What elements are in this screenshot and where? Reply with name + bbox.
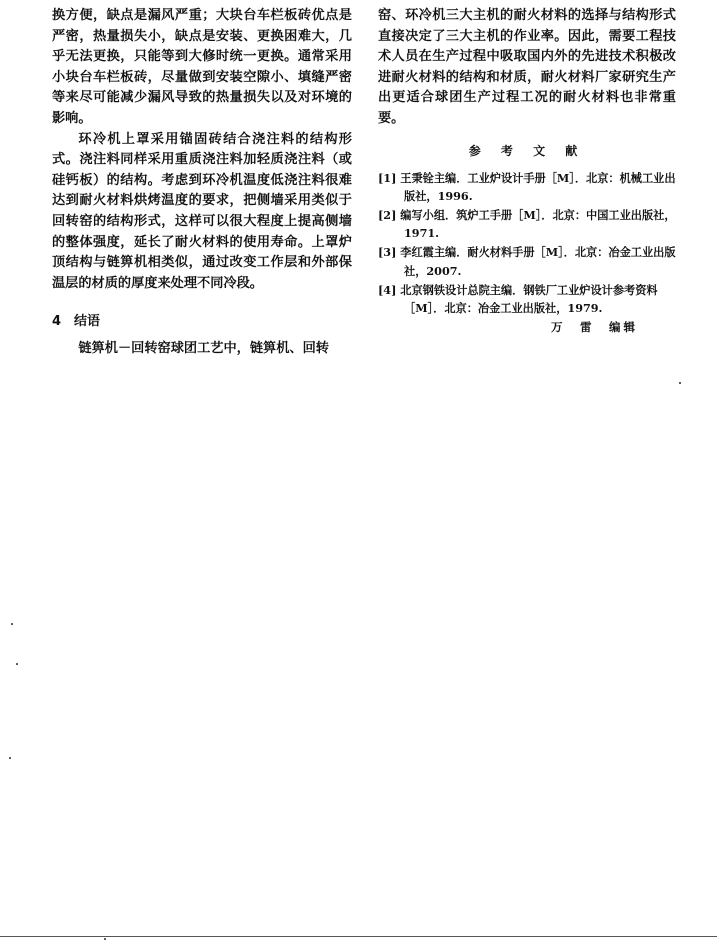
- right-column: [378, 6, 676, 335]
- scan-speck: [16, 663, 18, 665]
- left-column: [52, 6, 352, 360]
- body-paragraph: 换方便，缺点是漏风严重；大块台车栏板砖优点是严密，热量损失小，缺点是安装、更换困难大，几乎无法更换，只能等到大修时统一更换。通常采用小块台车栏板砖，尽量做到安装空隙小、填缝严密等来尽可能减少漏风导致的热量损失以及对环境的影响。: [52, 8, 352, 126]
- scan-speck: [9, 757, 11, 759]
- body-paragraph: 环冷机上罩采用锚固砖结合浇注料的结构形式。浇注料同样采用重质浇注料加轻质浇注料（或硅钙板）的结构。考虑到环冷机温度低浇注料很难达到耐火材料烘烤温度的要求，把侧墙采用类似于回转窑的结构形式，这样可以很大程度上提高侧墙的整体强度，延长了耐火材料的使用寿命。上罩炉顶结构与链箅机相类似，通过改变工作层和外部保温层的材质的厚度来处理不同冷段。: [52, 131, 352, 291]
- page-bottom-rule: [0, 936, 717, 937]
- scan-speck: [679, 382, 681, 384]
- reference-item: [4] 北京钢铁设计总院主编．钢铁厂工业炉设计参考资料［M］．北京：冶金工业出版社，1979.: [378, 282, 658, 315]
- scan-speck: [104, 938, 106, 940]
- reference-item: [1] 王秉铨主编．工业炉设计手册［M］．北京：机械工业出版社，1996.: [378, 170, 676, 203]
- body-paragraph: 链箅机－回转窑球团工艺中，链箅机、回转: [78, 341, 329, 357]
- scan-speck: [11, 623, 13, 625]
- references-title: 参 考 文 献: [468, 143, 586, 158]
- reference-item: [2] 编写小组．筑炉工手册［M］．北京：中国工业出版社，1971.: [378, 207, 676, 241]
- editor-credit: 万 雷 编辑: [551, 320, 638, 335]
- body-paragraph: 窑、环冷机三大主机的耐火材料的选择与结构形式直接决定了三大主机的作业率。因此，需要工程技术人员在生产过程中吸取国内外的先进技术积极改进耐火材料的结构和材质，耐火材料厂家研究生产出更适合球团生产过程工况的耐火材料也非常重要。: [378, 8, 676, 126]
- reference-item: [3] 李红霞主编．耐火材料手册［M］．北京：冶金工业出版社，2007.: [378, 245, 676, 278]
- references-list: [378, 169, 676, 318]
- section-heading: 4 结语: [52, 314, 101, 330]
